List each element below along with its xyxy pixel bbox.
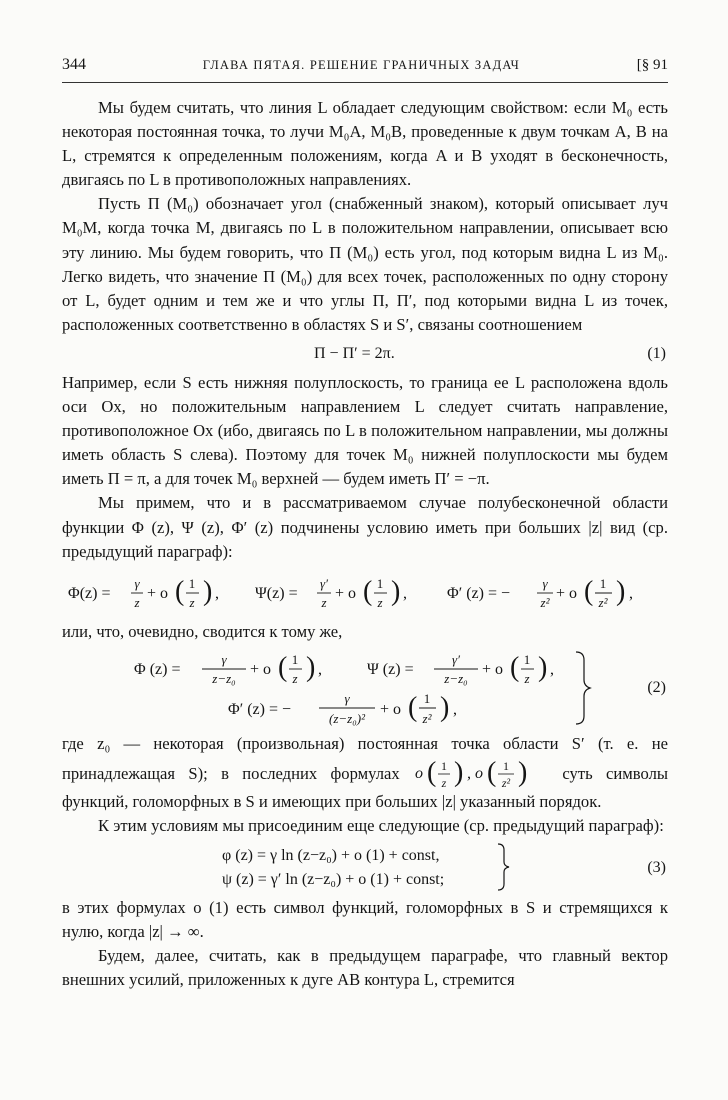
equation-2-block bbox=[62, 646, 668, 730]
block2-dphi-lhs: Φ′ (z) = − bbox=[228, 700, 291, 718]
svg-text:(: ( bbox=[584, 575, 594, 607]
svg-text:z²: z² bbox=[422, 710, 432, 726]
svg-text:(: ( bbox=[427, 756, 437, 788]
svg-text:(: ( bbox=[408, 691, 418, 723]
asymptotic-formulas bbox=[62, 566, 668, 618]
plus-o-3: + o bbox=[556, 584, 578, 602]
z2-den: z² bbox=[540, 594, 550, 610]
inline-o-symbols bbox=[413, 756, 549, 790]
svg-text:): ) bbox=[454, 756, 464, 788]
svg-text:): ) bbox=[306, 651, 316, 683]
svg-text:+ o: + o bbox=[380, 700, 402, 718]
z-den-3: z bbox=[321, 594, 327, 610]
dphi-lhs: Φ′ (z) = − bbox=[447, 584, 510, 602]
block2-psi-lhs: Ψ (z) = bbox=[367, 660, 414, 678]
svg-text:1: 1 bbox=[423, 690, 431, 706]
z-den-2: z bbox=[189, 594, 195, 610]
svg-text:1: 1 bbox=[291, 651, 299, 667]
psi-log-line: ψ (z) = γ′ ln (z−z₀) + o (1) + const; bbox=[222, 871, 445, 889]
svg-text:(: ( bbox=[363, 575, 373, 607]
svg-text:): ) bbox=[203, 575, 213, 607]
svg-text:, o: , o bbox=[467, 764, 484, 782]
paragraph-9: Будем, далее, считать, как в предыдущем параграфе, что главный вектор внешних усилий, приложенных к дуге AB контура L, стремится bbox=[62, 946, 668, 990]
header-rule bbox=[62, 82, 668, 83]
page-body bbox=[62, 96, 668, 992]
phi-log-line: φ (z) = γ ln (z−z₀) + o (1) + const, bbox=[222, 847, 440, 865]
section-marker: [§ 91 bbox=[636, 57, 668, 73]
paragraph-1: Мы будем считать, что линия L обладает следующим свойством: если M₀ есть некоторая постоянная точка, то лучи M₀A, M₀B, проведенные к двум точкам A, B на L, стремятся к определенным положениям, когда A и B уходят в бесконечность, двигаясь по L в противоположных направлениях. bbox=[62, 98, 668, 190]
svg-text:z: z bbox=[441, 775, 447, 790]
plus-o-1: + o bbox=[147, 584, 169, 602]
page-header bbox=[62, 56, 668, 74]
equation-3-number: (3) bbox=[647, 859, 666, 877]
svg-text:,: , bbox=[403, 584, 407, 602]
svg-text:): ) bbox=[616, 575, 626, 607]
svg-text:1: 1 bbox=[523, 651, 531, 667]
svg-text:+ o: + o bbox=[482, 660, 504, 678]
svg-text:γ: γ bbox=[221, 651, 227, 667]
paragraph-8: в этих формулах o (1) есть символ функций, голоморфных в S и стремящихся к нулю, когда |z| → ∞. bbox=[62, 898, 668, 942]
svg-text:(: ( bbox=[175, 575, 185, 607]
svg-text:(: ( bbox=[487, 756, 497, 788]
svg-text:z−z₀: z−z₀ bbox=[444, 670, 468, 686]
paragraph-7: К этим условиям мы присоединим еще следующие (ср. предыдущий параграф): bbox=[98, 815, 664, 835]
z-den-4: z bbox=[377, 594, 383, 610]
equation-1 bbox=[62, 337, 668, 371]
page-number: 344 bbox=[62, 56, 86, 73]
svg-text:): ) bbox=[518, 756, 528, 788]
z2-den-2: z² bbox=[598, 594, 608, 610]
svg-text:+ o: + o bbox=[250, 660, 272, 678]
paragraph-4: Мы примем, что и в рассматриваемом случае полубесконечной области функции Φ (z), Ψ (z), Φ′ (z) подчинены условию иметь при больших |z| вид (ср. предыдущий параграф): bbox=[62, 493, 668, 561]
den-z-minus-z0: z−z₀ bbox=[212, 670, 236, 686]
svg-text:o: o bbox=[415, 764, 424, 782]
paragraph-5: или, что, очевидно, сводится к тому же, bbox=[62, 621, 343, 641]
paragraph-3: Например, если S есть нижняя полуплоскость, то граница ее L расположена вдоль оси Ox, но положительным направлением L следует считать направление, противоположное Ox (ибо, двигаясь по L в положительном направлении, мы должны иметь область S слева). Поэтому для точек M₀ нижней полуплоскости мы будем иметь Π = π, а для точек M₀ верхней — будем иметь Π′ = −π. bbox=[62, 372, 668, 489]
svg-text:): ) bbox=[440, 691, 450, 723]
one-num: 1 bbox=[188, 575, 196, 591]
svg-text:,: , bbox=[629, 584, 633, 602]
equation-1-number: (1) bbox=[647, 344, 666, 362]
equation-1-formula: Π − Π′ = 2π. bbox=[314, 344, 395, 362]
den-squared: (z−z₀)² bbox=[329, 710, 365, 726]
gamma-num: γ bbox=[134, 575, 140, 591]
equation-2-number: (2) bbox=[647, 678, 666, 696]
plus-o-2: + o bbox=[335, 584, 357, 602]
svg-text:,: , bbox=[215, 584, 219, 602]
one-num-2: 1 bbox=[376, 575, 384, 591]
svg-text:(: ( bbox=[278, 651, 288, 683]
running-title: ГЛАВА ПЯТАЯ. РЕШЕНИЕ ГРАНИЧНЫХ ЗАДАЧ bbox=[202, 58, 521, 72]
one-num-3: 1 bbox=[599, 575, 607, 591]
gamma-num-2: γ bbox=[542, 575, 548, 591]
svg-text:): ) bbox=[391, 575, 401, 607]
svg-text:z: z bbox=[292, 670, 298, 686]
psi-lhs: Ψ(z) = bbox=[255, 584, 298, 602]
svg-text:): ) bbox=[538, 651, 548, 683]
z-den: z bbox=[134, 594, 140, 610]
svg-text:γ′: γ′ bbox=[452, 651, 460, 667]
paragraph-2: Пусть Π (M₀) обозначает угол (снабженный знаком), который описывает луч M₀M, когда точка M, двигаясь по L в положительном направлении, описывает всю эту линию. Мы будем говорить, что Π (M₀) есть угол, под которым видна L из M₀. Легко видеть, что значение Π (M₀) для всех точек, расположенных по одну сторону от L, будет одним и тем же и что углы Π, Π′, под которыми видна L из точек, расположенных соответственно в областях S и S′, связаны соотношением bbox=[62, 194, 668, 334]
paragraph-6: где z₀ — некоторая (произвольная) постоянная точка области S′ (т. е. не принадлежащая S); в последних формулах o ( 1 z ) , o ( 1 z² ) суть символы функций, голоморфных в S и имеющих при больших |z| указанный порядок. bbox=[62, 733, 669, 811]
svg-text:,: , bbox=[318, 660, 322, 678]
block2-phi-lhs: Φ (z) = bbox=[134, 660, 181, 678]
gamma-prime-num: γ′ bbox=[320, 575, 328, 591]
svg-text:,: , bbox=[453, 700, 457, 718]
svg-text:1: 1 bbox=[503, 758, 510, 773]
equation-3-block bbox=[62, 840, 668, 894]
svg-text:(: ( bbox=[510, 651, 520, 683]
svg-text:1: 1 bbox=[441, 758, 448, 773]
svg-text:z: z bbox=[524, 670, 530, 686]
phi-lhs: Φ(z) = bbox=[68, 584, 111, 602]
svg-text:γ: γ bbox=[344, 690, 350, 706]
svg-text:z²: z² bbox=[501, 775, 511, 790]
svg-text:,: , bbox=[550, 660, 554, 678]
